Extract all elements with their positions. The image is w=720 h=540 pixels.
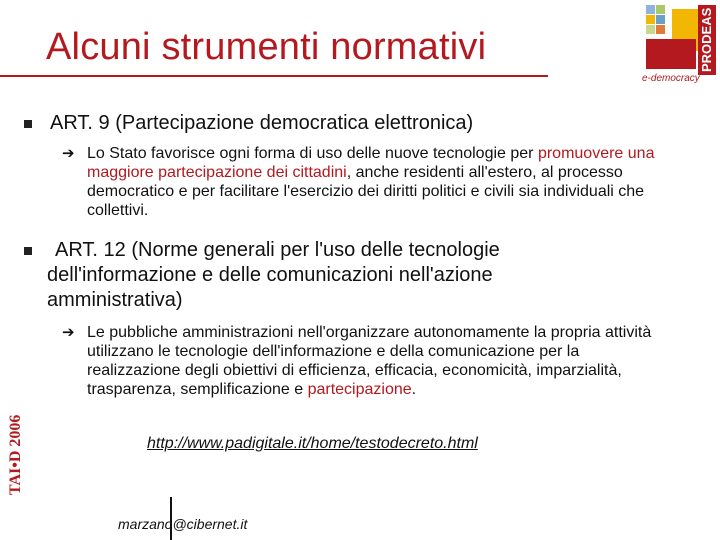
bullet-art9: ART. 9 (Partecipazione democratica elettronica) xyxy=(50,112,474,134)
art9-text-2: , anche residenti all'estero, al processo democratico e per facilitare l'esercizio dei diritti politici e civili sia individuali che collettivi. xyxy=(87,164,645,219)
taid-logo-text: TAI•D 2006 xyxy=(7,414,24,496)
art12-description xyxy=(87,323,677,399)
art12-text-2: . xyxy=(411,381,417,398)
art9-highlight: promuovere una maggiore partecipazione dei cittadini xyxy=(87,145,655,181)
taid-side-logo xyxy=(0,395,32,520)
bullet-art12-line1: ART. 12 (Norme generali per l'uso delle tecnologie xyxy=(55,239,500,261)
bullet-art12-line3: amministrativa) xyxy=(47,289,183,311)
square-bullet-icon xyxy=(24,247,32,255)
bullet-art12-line2: dell'informazione e delle comunicazioni nell'azione xyxy=(47,264,493,286)
art12-text-1: Le pubbliche amministrazioni nell'organizzare autonomamente la propria attività utilizzano le tecnologie dell'informazione e della comunicazione per la realizzazione degli obiettivi di efficienza, efficacia, economicità, imparzialità, trasparenza, semplificazione e xyxy=(87,324,652,398)
square-bullet-icon xyxy=(24,120,32,128)
title-underline xyxy=(0,75,548,77)
logo-red-block xyxy=(646,39,696,69)
slide-title: Alcuni strumenti normativi xyxy=(46,26,487,68)
art9-text-1: Lo Stato favorisce ogni forma di uso delle nuove tecnologie per xyxy=(87,145,534,162)
logo-wordmark: PRODEAS xyxy=(698,5,716,75)
art12-highlight: partecipazione xyxy=(307,381,412,398)
logo-subtitle: e-democracy xyxy=(642,73,700,84)
padigitale-link[interactable]: http://www.padigitale.it/home/testodecreto.html xyxy=(147,435,478,452)
arrow-right-icon: ➔ xyxy=(62,324,75,341)
prodeas-logo xyxy=(636,3,718,87)
footer-email: marzano@cibernet.it xyxy=(118,516,248,532)
arrow-right-icon: ➔ xyxy=(62,145,75,162)
art9-description xyxy=(87,144,662,220)
